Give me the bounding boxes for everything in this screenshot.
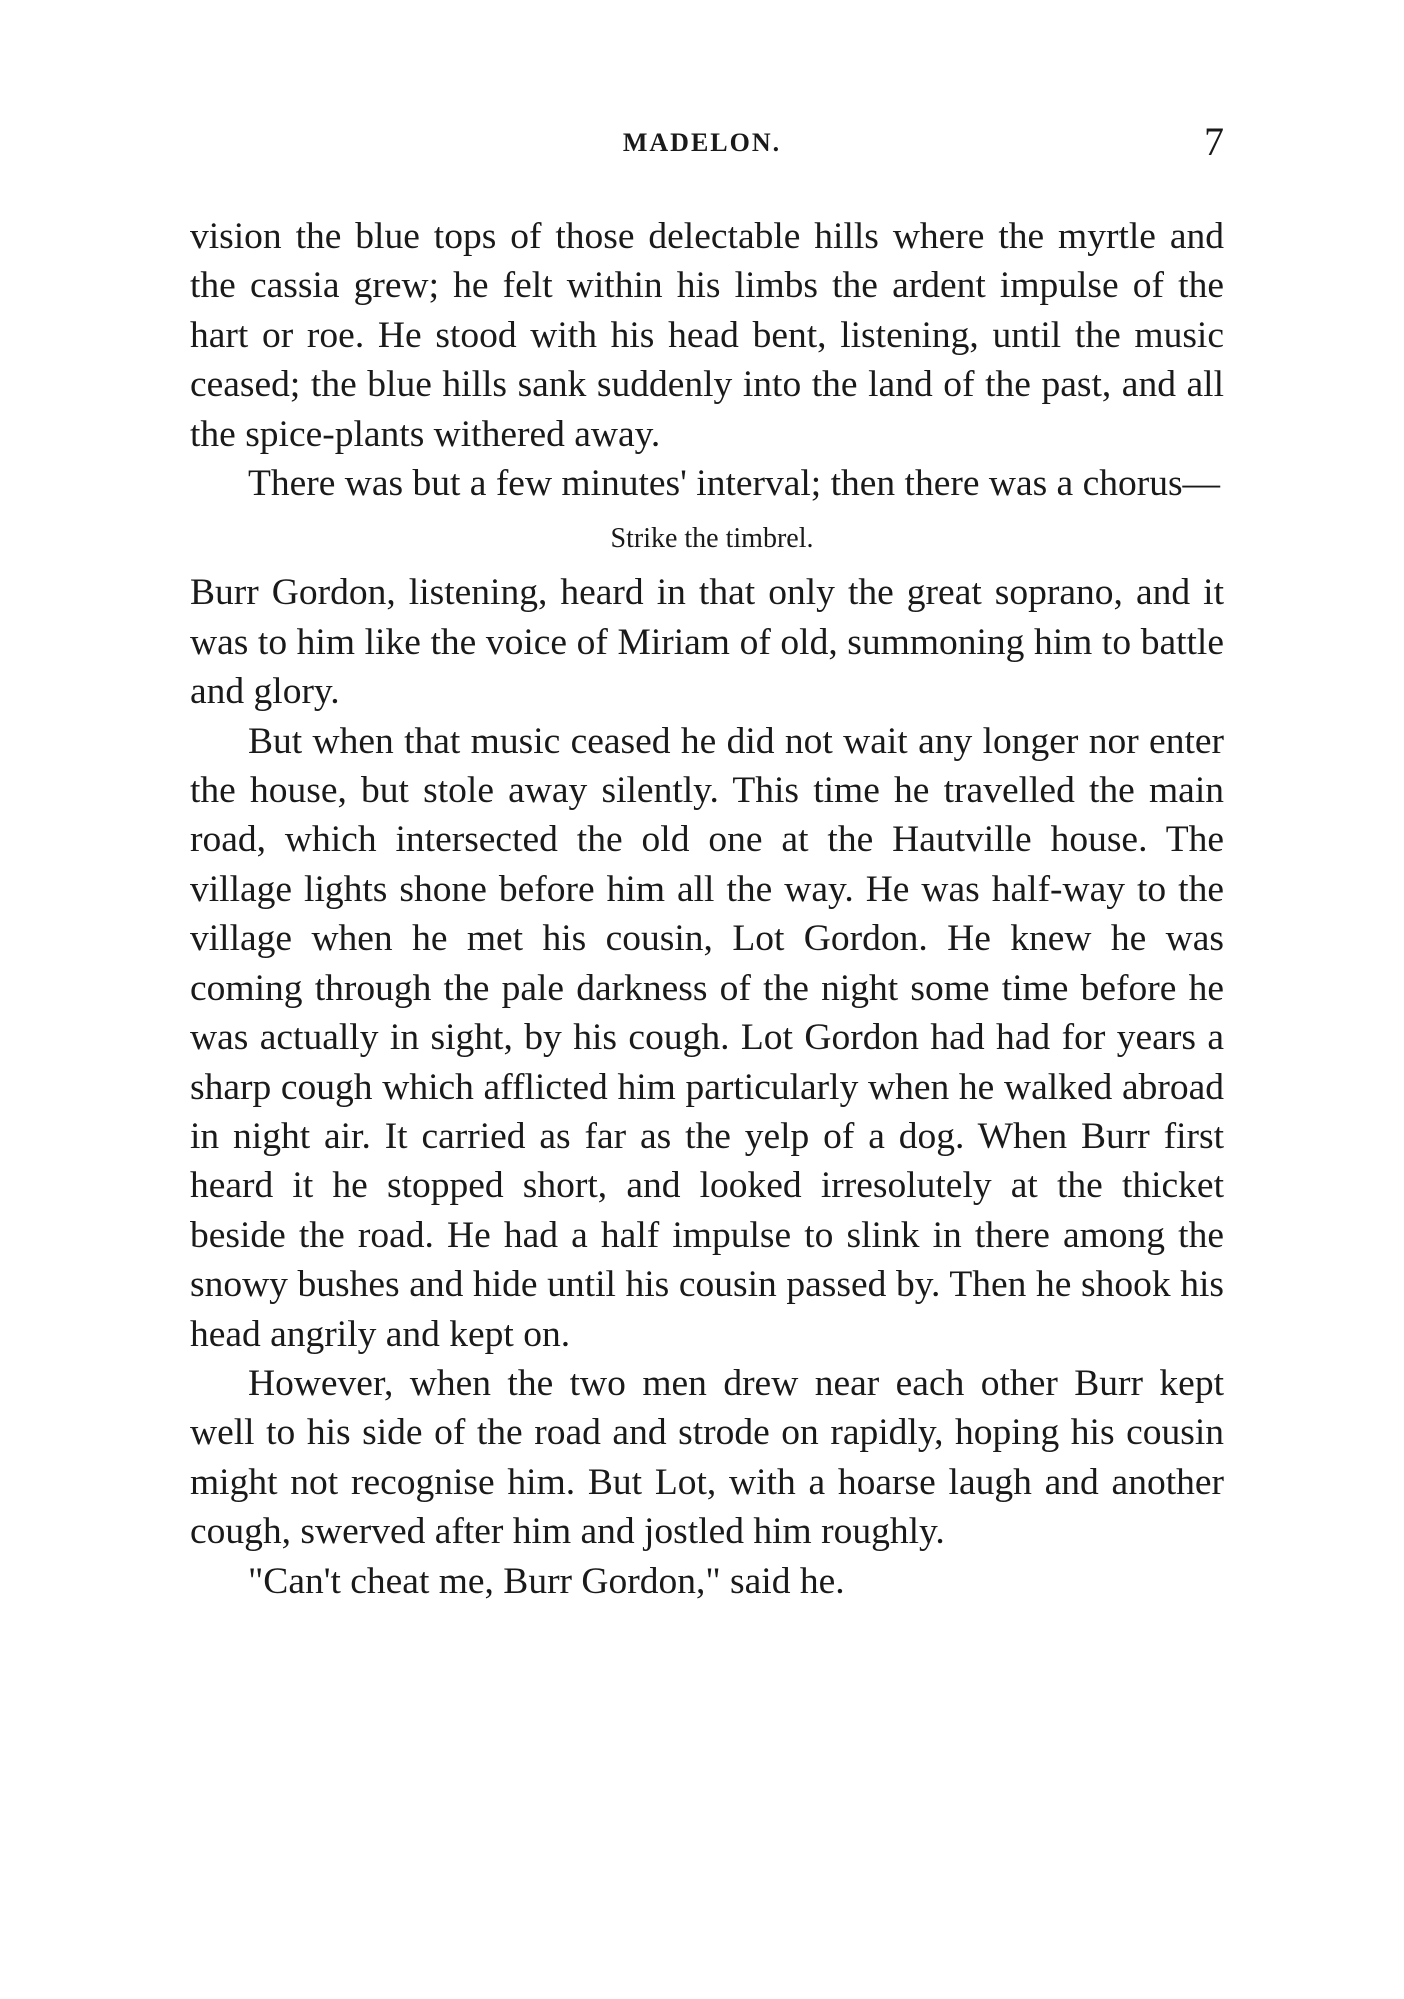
running-head xyxy=(0,118,1404,178)
paragraph-dialogue: "Can't cheat me, Burr Gordon," said he. xyxy=(248,1560,845,1602)
paragraph: There was but a few minutes' interval; then there was a chorus— xyxy=(248,463,1221,505)
paragraph: But when that music ceased he did not wait any longer nor enter the house, but stole away silently. This time he travelled the main road, which intersected the old one at the Hautville house. The village lights shone before him all the way. He was half-way to the village when he met his cousin, Lot Gordon. He knew he was coming through the pale darkness of the night some time before he was actually in sight, by his cough. Lot Gordon had had for years a sharp cough which afflicted him particularly when he walked abroad in night air. It carried as far as the yelp of a dog. When Burr first heard it he stopped short, and looked irresolutely at the thicket beside the road. He had a half impulse to slink in there among the snowy bushes and hide until his cousin passed by. Then he shook his head angrily and kept on. xyxy=(190,720,1224,1355)
paragraph: However, when the two men drew near each other Burr kept well to his side of the road and strode on rapidly, hoping his cousin might not recognise him. But Lot, with a hoarse laugh and another cough, swerved after him and jostled him roughly. xyxy=(190,1362,1224,1553)
paragraph: Burr Gordon, listening, heard in that only the great soprano, and it was to him like the voice of Miriam of old, summoning him to battle and glory. xyxy=(190,572,1224,713)
running-head-title: MADELON. xyxy=(622,128,782,157)
verse-quotation: Strike the timbrel. xyxy=(610,523,814,555)
body-text xyxy=(190,212,1224,1606)
page-number: 7 xyxy=(1204,119,1224,164)
paragraph-continuation: vision the blue tops of those delectable hills where the myrtle and the cassia grew; he felt within his limbs the ardent impulse of the hart or roe. He stood with his head bent, listening, until the music ceased; the blue hills sank suddenly into the land of the past, and all the spice-plants withered away. xyxy=(190,216,1224,455)
